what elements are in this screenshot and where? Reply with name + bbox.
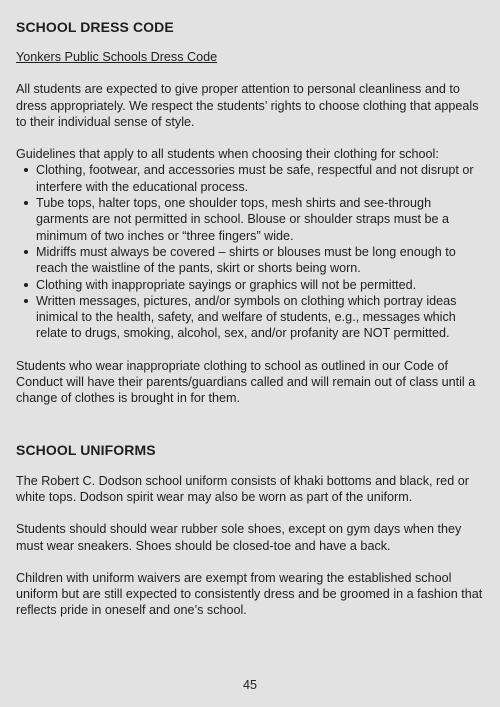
list-item: Written messages, pictures, and/or symbols on clothing which portray ideas inimical to the health, safety, and welfare of students, e.g., messages which relate to drugs, smoking, alcohol, sex, and/or profanity are NOT permitted. bbox=[16, 293, 484, 342]
page-number: 45 bbox=[242, 678, 257, 692]
list-item: Clothing with inappropriate sayings or graphics will not be permitted. bbox=[16, 277, 484, 293]
dress-code-heading: SCHOOL DRESS CODE bbox=[16, 19, 174, 35]
list-item: Midriffs must always be covered – shirts or blouses must be long enough to reach the waistline of the pants, skirt or shorts being worn. bbox=[16, 244, 484, 277]
guidelines-intro: Guidelines that apply to all students when choosing their clothing for school: bbox=[16, 147, 439, 162]
dress-code-intro: All students are expected to give proper attention to personal cleanliness and to dress appropriately. We respect the students’ rights to choose clothing that appeals to their individual sense of style. bbox=[16, 82, 479, 129]
uniforms-heading: SCHOOL UNIFORMS bbox=[16, 441, 156, 458]
uniforms-paragraph: Children with uniform waivers are exempt from wearing the established school uniform but are still expected to consistently dress and be groomed in a fashion that reflects pride in oneself and one’s school. bbox=[16, 570, 483, 618]
dress-code-consequence: Students who wear inappropriate clothing to school as outlined in our Code of Conduct will have their parents/guardians called and will remain out of class until a change of clothes is brought in for them. bbox=[16, 358, 476, 406]
uniforms-paragraph: The Robert C. Dodson school uniform consists of khaki bottoms and black, red or white tops. Dodson spirit wear may also be worn as part of the uniform. bbox=[16, 473, 469, 504]
guidelines-list bbox=[16, 162, 484, 341]
list-item: Tube tops, halter tops, one shoulder tops, mesh shirts and see-through garments are not permitted in school. Blouse or shoulder straps must be a minimum of two inches or “three fingers” wide. bbox=[16, 195, 484, 244]
uniforms-paragraph: Students should should wear rubber sole shoes, except on gym days when they must wear sneakers. Shoes should be closed-toe and have a back. bbox=[16, 522, 462, 553]
list-item: Clothing, footwear, and accessories must be safe, respectful and not disrupt or interfere with the educational process. bbox=[16, 162, 484, 195]
dress-code-subheading: Yonkers Public Schools Dress Code bbox=[16, 50, 218, 64]
